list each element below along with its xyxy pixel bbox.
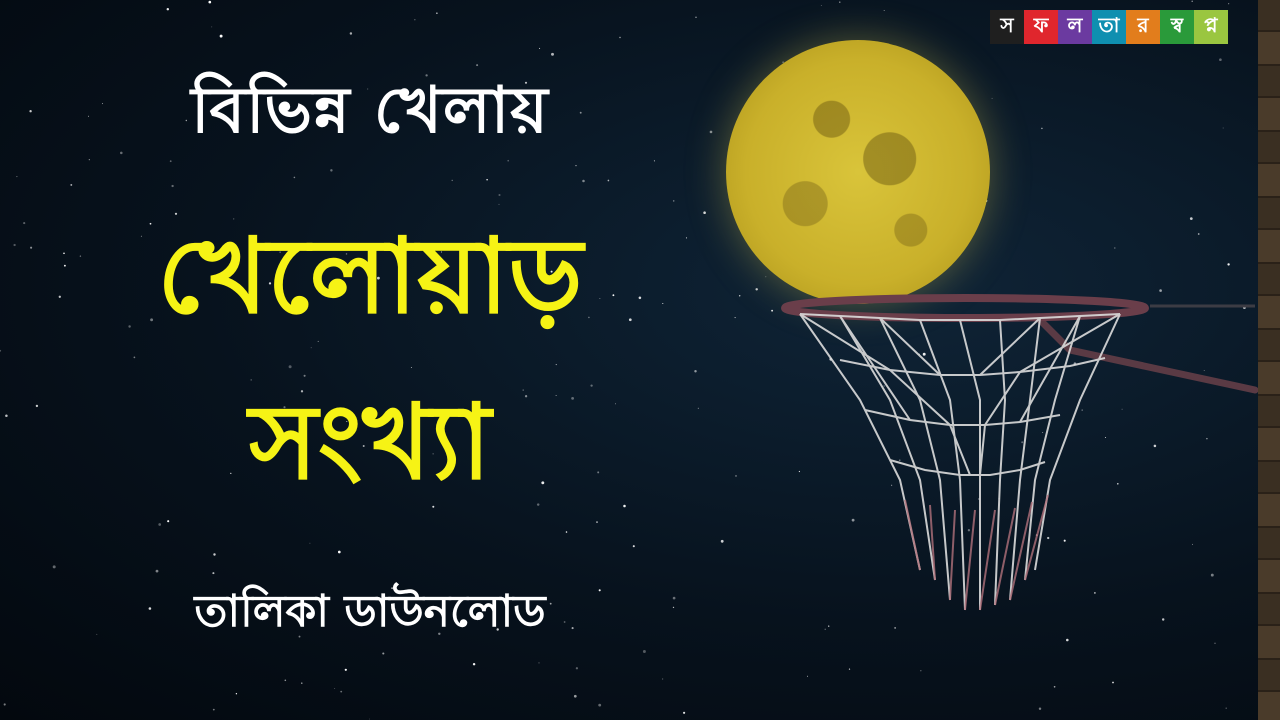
star: [171, 185, 173, 187]
star: [849, 669, 850, 670]
star: [294, 177, 296, 179]
star: [1226, 708, 1227, 709]
star: [574, 695, 577, 698]
star: [1190, 217, 1193, 220]
star: [156, 570, 159, 573]
star: [1039, 708, 1041, 710]
star: [608, 180, 610, 182]
star: [539, 48, 540, 49]
star: [236, 693, 237, 694]
logo-letter: তা: [1092, 10, 1126, 44]
star: [334, 688, 335, 689]
star: [345, 669, 347, 671]
star: [598, 704, 601, 707]
star: [765, 276, 766, 277]
star: [1041, 128, 1043, 130]
star: [53, 565, 56, 568]
star: [884, 10, 885, 11]
star: [1223, 127, 1224, 128]
star: [1114, 247, 1115, 248]
star: [807, 676, 808, 677]
star: [220, 35, 223, 38]
logo-letter: ল: [1058, 10, 1092, 44]
logo-letter: স্ব: [1160, 10, 1194, 44]
logo-letter: স: [990, 10, 1024, 44]
site-logo: [990, 10, 1252, 70]
star: [920, 670, 921, 671]
star: [1227, 263, 1229, 265]
star: [213, 709, 215, 711]
star: [1112, 682, 1114, 684]
star: [1228, 3, 1229, 4]
star: [633, 545, 635, 547]
full-moon-image: [726, 40, 990, 304]
star: [208, 1, 211, 4]
logo-letter: ফ: [1024, 10, 1058, 44]
logo-letter: প্ন: [1194, 10, 1228, 44]
star: [212, 572, 214, 574]
star: [1214, 643, 1215, 644]
star: [662, 679, 663, 680]
star: [436, 13, 437, 14]
basketball-hoop-image: [770, 280, 1260, 640]
star: [382, 652, 384, 654]
star: [340, 691, 342, 693]
star: [1198, 233, 1200, 235]
star: [309, 543, 310, 544]
star: [1054, 686, 1056, 688]
star: [213, 553, 215, 555]
headline-line-3: সংখ্যা: [248, 381, 492, 503]
star: [538, 662, 539, 663]
star: [369, 719, 370, 720]
logo-letter: র: [1126, 10, 1160, 44]
star: [330, 169, 332, 171]
star: [619, 37, 620, 38]
star: [350, 32, 352, 34]
star: [486, 179, 487, 180]
star: [167, 8, 169, 10]
star: [414, 19, 415, 20]
star: [70, 184, 72, 186]
star: [839, 1, 840, 2]
star: [551, 53, 554, 56]
star: [4, 703, 6, 705]
star: [301, 682, 302, 683]
star: [821, 5, 822, 6]
star: [16, 176, 17, 177]
star: [721, 540, 724, 543]
star: [452, 180, 453, 181]
headline-line-1: বিভিন্ন খেলায়: [191, 74, 549, 148]
logo-letter-row: [990, 10, 1252, 44]
star: [473, 663, 475, 665]
headline-line-4: তালিকা ডাউনলোড: [194, 586, 546, 637]
star: [285, 680, 287, 682]
brick-wall-edge: [1258, 0, 1280, 720]
headline-line-2: খেলোয়াড়: [157, 215, 583, 337]
star: [582, 180, 585, 183]
star: [338, 551, 341, 554]
star: [1191, 1, 1193, 3]
star: [755, 288, 757, 290]
star: [992, 98, 993, 99]
star: [695, 17, 697, 19]
star: [211, 26, 212, 27]
star: [576, 667, 578, 669]
star: [683, 712, 685, 714]
